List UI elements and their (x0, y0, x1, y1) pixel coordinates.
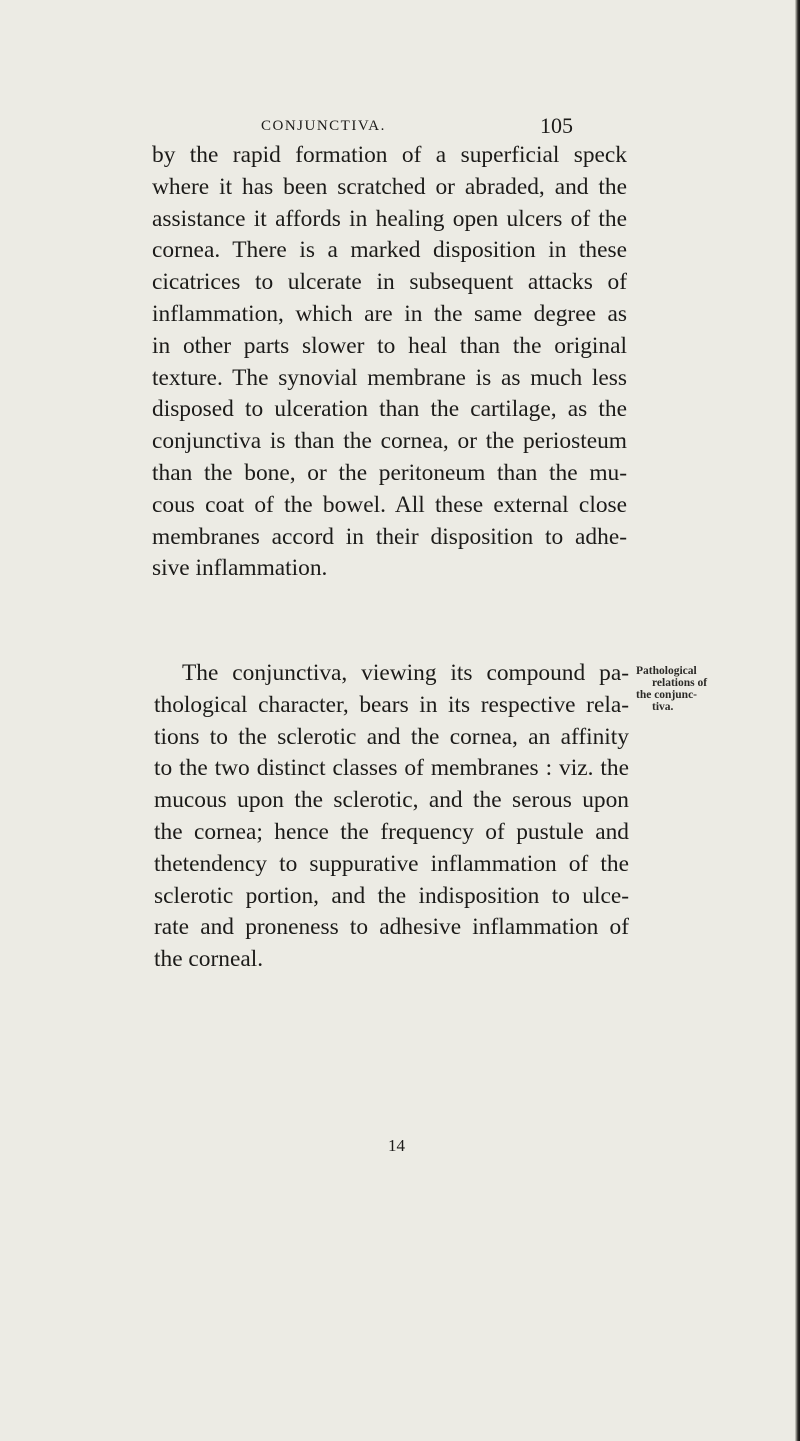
text-line: mucous upon the sclerotic, and the serous upon (154, 787, 629, 814)
text-line: by the rapid formation of a superficial speck (152, 142, 627, 168)
text-line: The conjunctiva, viewing its compound pa- (182, 660, 629, 686)
margin-note-line: the conjunc- (636, 689, 698, 701)
margin-note-line: Pathological (636, 665, 697, 677)
text-line: rate and proneness to adhesive inflammation of (154, 914, 629, 941)
text-line: cicatrices to ulcerate in subsequent attacks of (152, 269, 627, 296)
text-line: in other parts slower to heal than the original (152, 332, 627, 359)
page-header (261, 114, 573, 140)
text-line: assistance it affords in healing open ulcers of the (152, 205, 627, 232)
margin-note-line: tiva. (652, 701, 674, 713)
page-number: 105 (540, 113, 573, 138)
text-line: cous coat of the bowel. All these external close (152, 491, 627, 518)
text-line: to the two distinct classes of membranes : viz. the (154, 755, 629, 782)
text-line: membranes accord in their disposition to adhe- (152, 523, 627, 550)
paragraph-2 (154, 658, 629, 976)
text-line: texture. The synovial membrane is as much less (152, 364, 627, 391)
text-line: than the bone, or the peritoneum than the mu- (152, 459, 627, 486)
text-line: sive inflammation. (152, 555, 328, 582)
text-line: the cornea; hence the frequency of pustule and (154, 818, 629, 845)
text-line: sclerotic portion, and the indisposition to ulce- (154, 882, 629, 909)
paragraph-1 (152, 140, 627, 585)
margin-note-line: relations of (652, 677, 708, 689)
text-line: conjunctiva is than the cornea, or the periosteum (152, 428, 627, 455)
text-line: inflammation, which are in the same degree as (152, 300, 627, 327)
page-edge-shadow (795, 0, 800, 1441)
text-line: thological character, bears in its respective rela- (154, 691, 629, 718)
text-line: where it has been scratched or abraded, and the (152, 173, 627, 200)
text-line: the corneal. (154, 946, 264, 973)
text-line: thetendency to suppurative inflammation of the (154, 850, 629, 877)
text-line: tions to the sclerotic and the cornea, an affinity (154, 723, 629, 750)
text-line: disposed to ulceration than the cartilage, as the (152, 396, 627, 423)
text-line: cornea. There is a marked disposition in these (152, 237, 627, 264)
margin-note (636, 665, 740, 713)
signature-mark: 14 (388, 1136, 405, 1155)
running-title: CONJUNCTIVA. (261, 118, 386, 134)
